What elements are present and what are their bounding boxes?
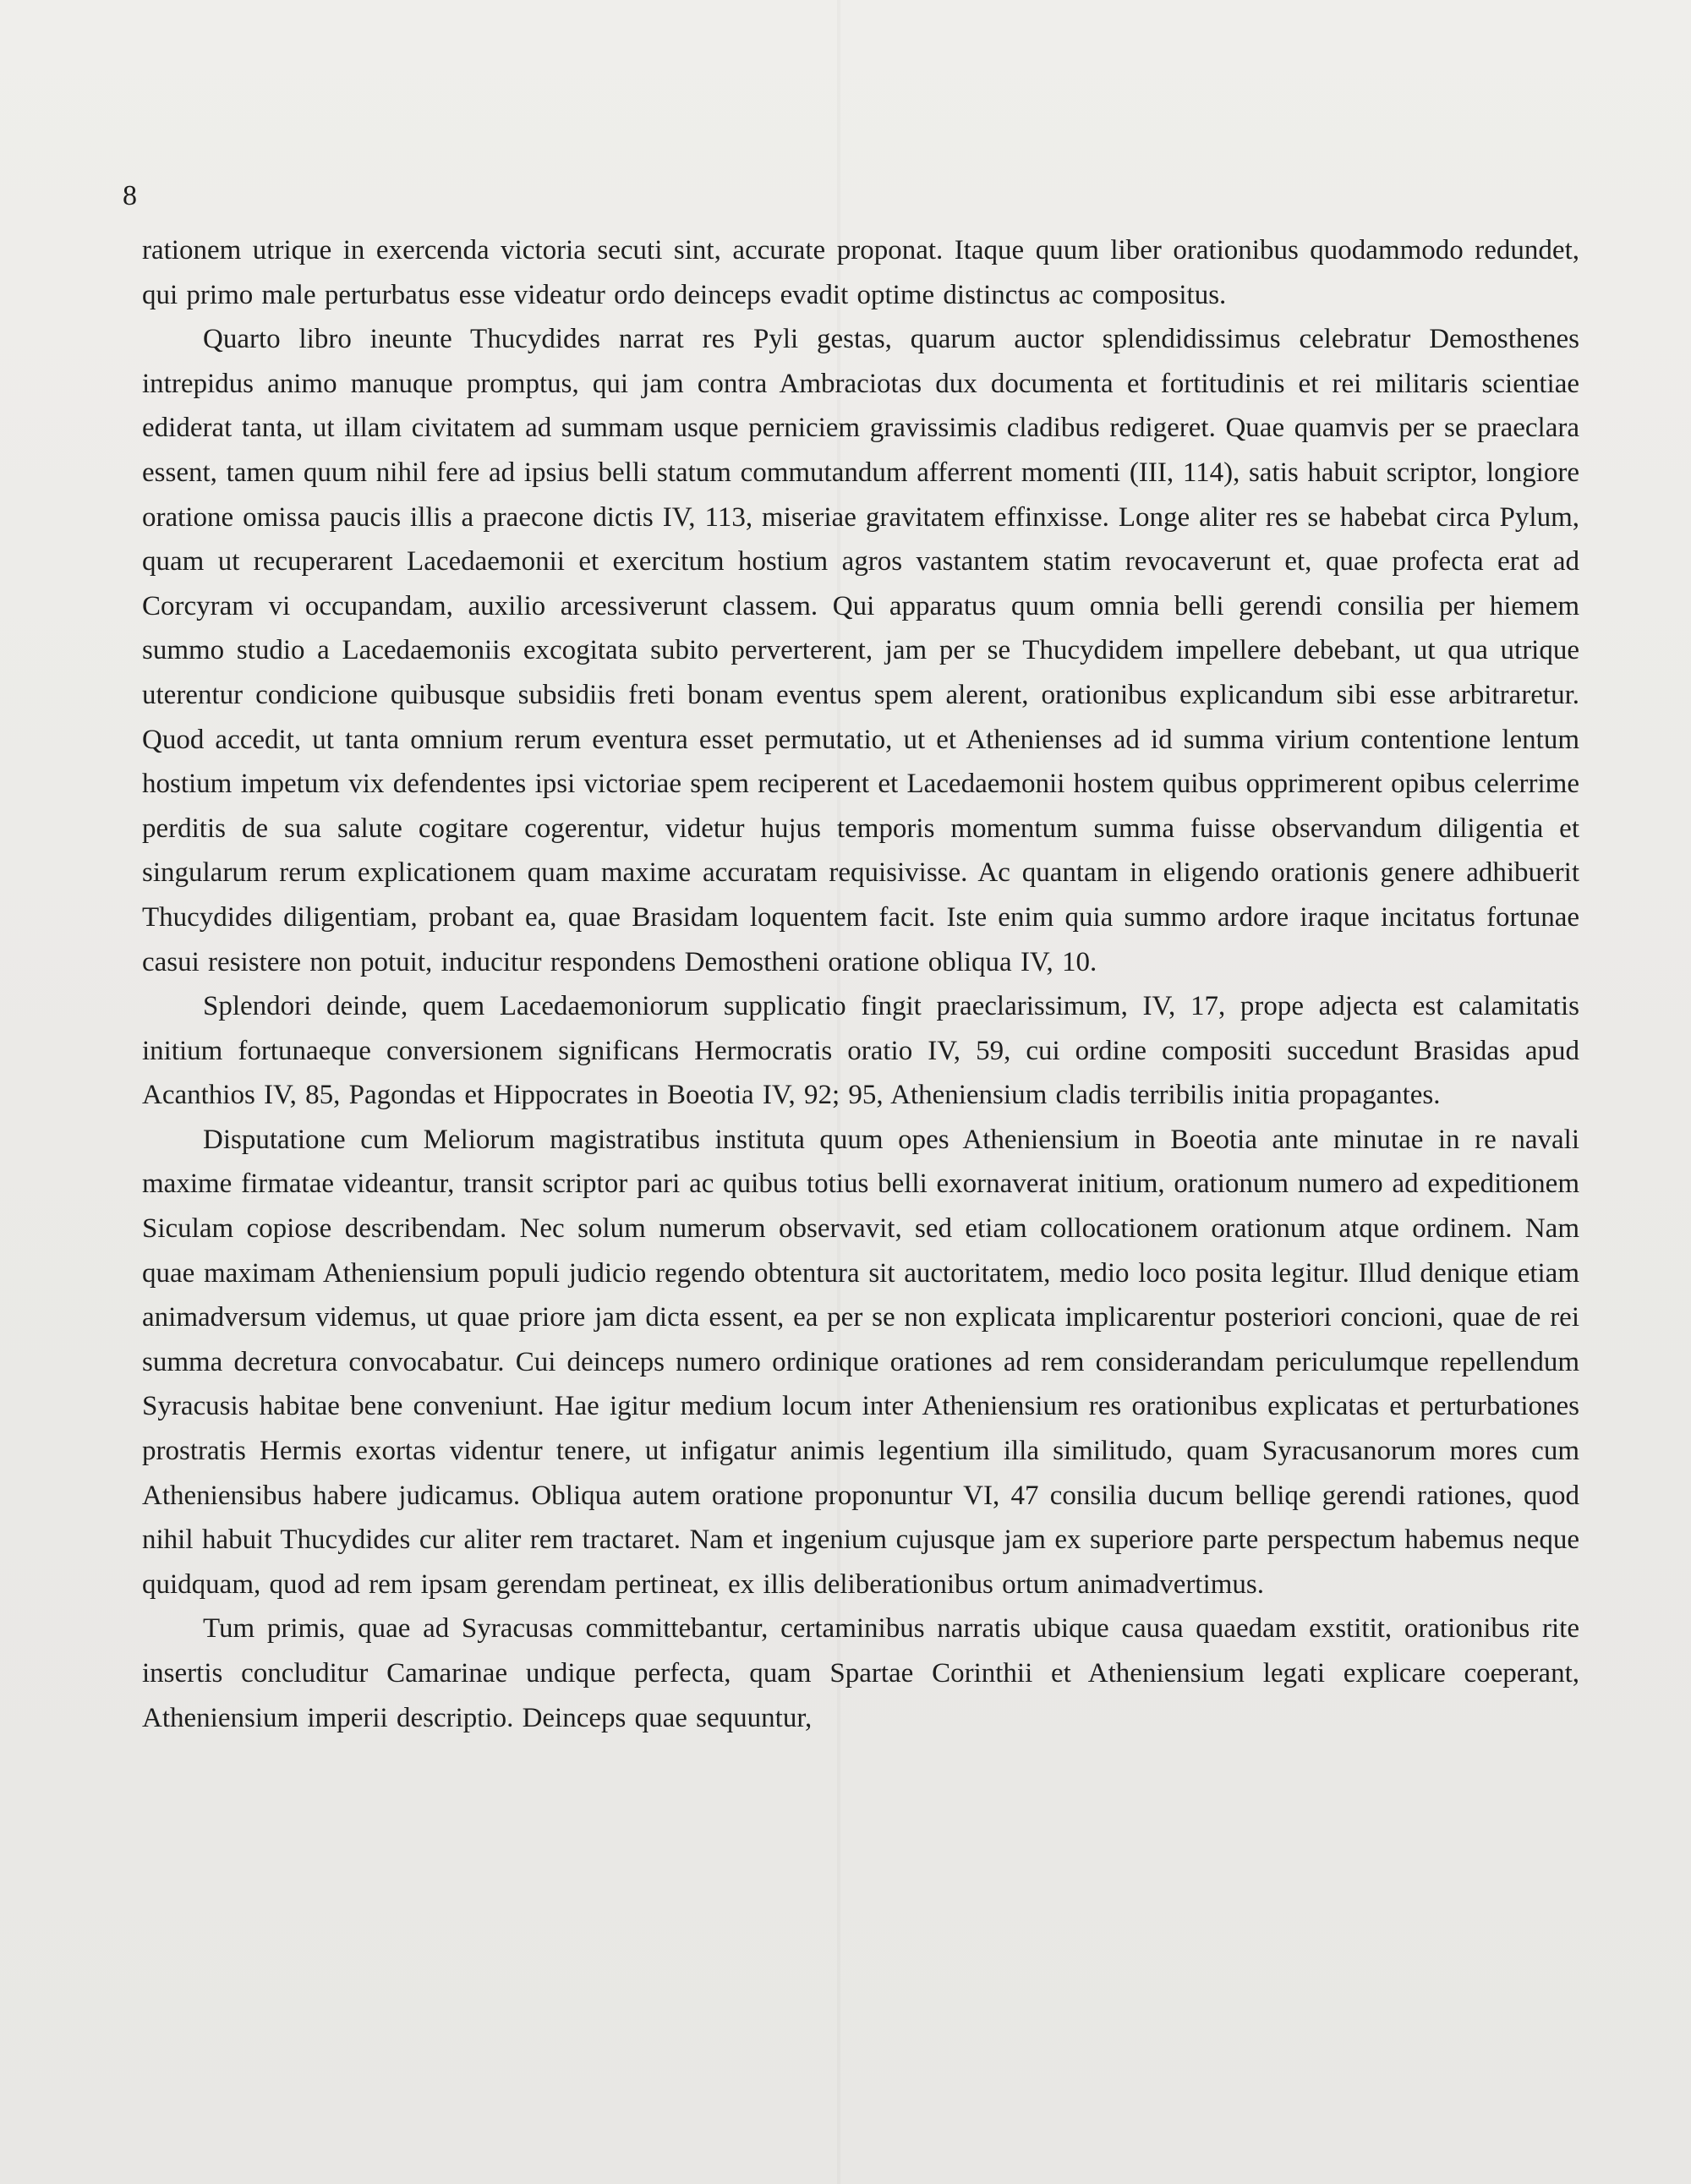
paragraph-5: Tum primis, quae ad Syracusas committebantur, certaminibus narratis ubique causa quaedam exstitit, orationibus rite insertis concluditur Camarinae undique perfecta, quam Spartae Corinthii et Atheniensium legati explicare coeperant, Atheniensium imperii descriptio. Deinceps quae sequuntur,	[142, 1613, 1579, 1733]
body-text	[142, 228, 1579, 1740]
paragraph-2: Quarto libro ineunte Thucydides narrat res Pyli gestas, quarum auctor splendidissimus celebratur Demosthenes intrepidus animo manuque promptus, qui jam contra Ambraciotas dux documenta et fortitudinis et rei militaris scientiae ediderat tanta, ut illam civitatem ad summam usque perniciem gravissimis cladibus redigeret. Quae quamvis per se praeclara essent, tamen quum nihil fere ad ipsius belli statum commutandum afferrent momenti (III, 114), satis habuit scriptor, longiore oratione omissa paucis illis a praecone dictis IV, 113, miseriae gravitatem effinxisse. Longe aliter res se habebat circa Pylum, quam ut recuperarent Lacedaemonii et exercitum hostium agros vastantem statim revocaverunt et, quae profecta erat ad Corcyram vi occupandam, auxilio arcessiverunt classem. Qui apparatus quum omnia belli gerendi consilia per hiemem summo studio a Lacedaemoniis excogitata subito perverterent, jam per se Thucydidem impellere debebant, ut qua utrique uterentur condicione quibusque subsidiis freti bonam eventus spem alerent, orationibus explicandum sibi esse arbitraretur. Quod accedit, ut tanta omnium rerum eventura esset permutatio, ut et Athenienses ad id summa virium contentione lentum hostium impetum vix defendentes ipsi victoriae spem reciperent et Lacedaemonii hostem quibus opprimerent opibus celerrime perditis de sua salute cogitare cogerentur, videtur hujus temporis momentum summa fuisse observandum diligentia et singularum rerum explicationem quam maxime accuratam requisivisse. Ac quantam in eligendo orationis genere adhibuerit Thucydides diligentiam, probant ea, quae Brasidam loquentem facit. Iste enim quia summo ardore iraque incitatus fortunae casui resistere non potuit, inducitur respondens Demostheni oratione obliqua IV, 10.	[142, 324, 1579, 977]
page-number: 8	[123, 180, 137, 211]
paragraph-4: Disputatione cum Meliorum magistratibus instituta quum opes Atheniensium in Boeotia ante minutae in re navali maxime firmatae videantur, transit scriptor pari ac quibus totius belli exornaverat initium, orationum numero ad expeditionem Siculam copiose describendam. Nec solum numerum observavit, sed etiam collocationem orationum atque ordinem. Nam quae maximam Atheniensium populi judicio regendo obtentura sit auctoritatem, medio loco posita legitur. Illud denique etiam animadversum videmus, ut quae priore jam dicta essent, ea per se non explicata implicarentur posteriori concioni, quae de rei summa decretura convocabatur. Cui deinceps numero ordinique orationes ad rem considerandam periculumque repellendum Syracusis habitae bene conveniunt. Hae igitur medium locum inter Atheniensium res orationibus explicatas et perturbationes prostratis Hermis exortas videntur tenere, ut infigatur animis legentium illa similitudo, quam Syracusanorum mores cum Atheniensibus habere judicamus. Obliqua autem oratione proponuntur VI, 47 consilia ducum belliqe gerendi rationes, quod nihil habuit Thucydides cur aliter rem tractaret. Nam et ingenium cujusque jam ex superiore parte perspectum habemus neque quidquam, quod ad rem ipsam gerendam pertineat, ex illis deliberationibus ortum animadvertimus.	[142, 1124, 1579, 1600]
paragraph-1: rationem utrique in exercenda victoria secuti sint, accurate proponat. Itaque quum liber orationibus quodammodo redundet, qui primo male perturbatus esse videatur ordo deinceps evadit optime distinctus ac compositus.	[142, 235, 1579, 310]
paragraph-3: Splendori deinde, quem Lacedaemoniorum supplicatio fingit praeclarissimum, IV, 17, prope adjecta est calamitatis initium fortunaeque conversionem significans Hermocratis oratio IV, 59, cui ordine compositi succedunt Brasidas apud Acanthios IV, 85, Pagondas et Hippocrates in Boeotia IV, 92; 95, Atheniensium cladis terribilis initia propagantes.	[142, 991, 1579, 1111]
